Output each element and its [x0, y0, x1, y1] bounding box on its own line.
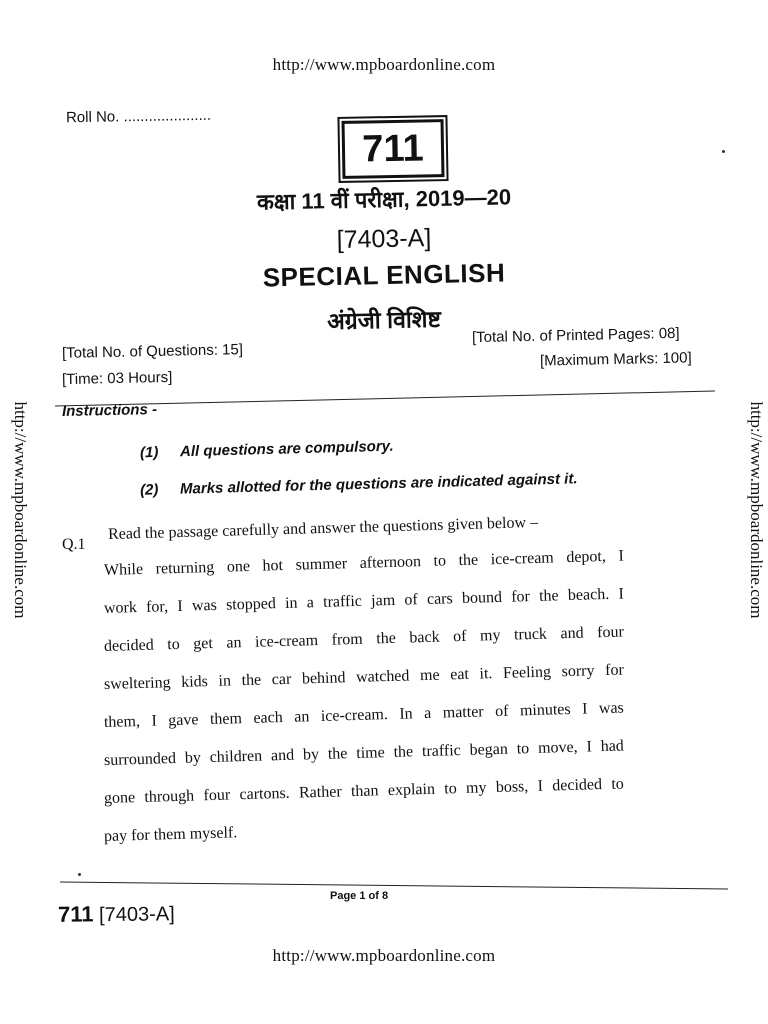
instruction-number: (1) — [139, 443, 159, 462]
exam-time: [Time: 03 Hours] — [61, 368, 173, 389]
footer-paper-code — [58, 900, 175, 928]
paper-code-box: 711 — [342, 119, 445, 179]
watermark-url-bottom: http://www.mpboardonline.com — [272, 946, 496, 965]
passage-line: surrounded by children and by the time the traffic began to move, I had — [103, 737, 625, 769]
footer-divider — [60, 882, 728, 890]
footer-code-number: 711 — [57, 901, 94, 927]
passage-line: them, I gave them each an ice-cream. In a matter of minutes I was — [103, 699, 625, 731]
instruction-number: (2) — [139, 481, 159, 499]
subject-title: SPECIAL ENGLISH — [262, 257, 506, 293]
passage-line: sweltering kids in the car behind watched me eat it. Feeling sorry for — [103, 661, 625, 693]
instruction-item — [140, 470, 578, 498]
total-printed-pages: [Total No. of Printed Pages: 08] — [471, 324, 680, 347]
paper-code: [7403-A] — [336, 224, 432, 254]
page-number: Page 1 of 8 — [330, 890, 389, 902]
footer-code-label: [7403-A] — [98, 903, 175, 927]
instructions-heading: Instructions - — [61, 401, 158, 420]
exam-title-hindi: कक्षा 11 वीं परीक्षा, 2019—20 — [256, 184, 512, 215]
passage-line: pay for them myself. — [103, 824, 238, 845]
reading-passage — [103, 547, 625, 856]
passage-line: work for, I was stopped in a traffic jam of cars bound for the beach. I — [103, 585, 625, 617]
speck — [722, 150, 725, 153]
watermark-url-left: http://www.mpboardonline.com — [11, 401, 30, 619]
instruction-item — [140, 438, 394, 462]
question-number: Q.1 — [62, 536, 86, 553]
maximum-marks: [Maximum Marks: 100] — [539, 349, 692, 370]
total-questions: [Total No. of Questions: 15] — [61, 341, 244, 362]
subject-title-hindi: अंग्रेजी विशिष्ट — [326, 305, 442, 335]
instruction-text: Marks allotted for the questions are indicated against it. — [179, 470, 578, 498]
passage-line: gone through four cartons. Rather than explain to my boss, I decided to — [103, 775, 625, 807]
passage-line: decided to get an ice-cream from the back of my truck and four — [103, 623, 625, 655]
instruction-text: All questions are compulsory. — [179, 437, 394, 461]
watermark-url-top: http://www.mpboardonline.com — [272, 55, 496, 74]
roll-number-field: Roll No. ..................... — [65, 106, 212, 127]
speck — [78, 873, 81, 876]
watermark-url-right: http://www.mpboardonline.com — [747, 401, 766, 619]
question-prompt: Read the passage carefully and answer the questions given below – — [107, 513, 539, 544]
passage-line: While returning one hot summer afternoon to the ice-cream depot, I — [103, 547, 625, 579]
